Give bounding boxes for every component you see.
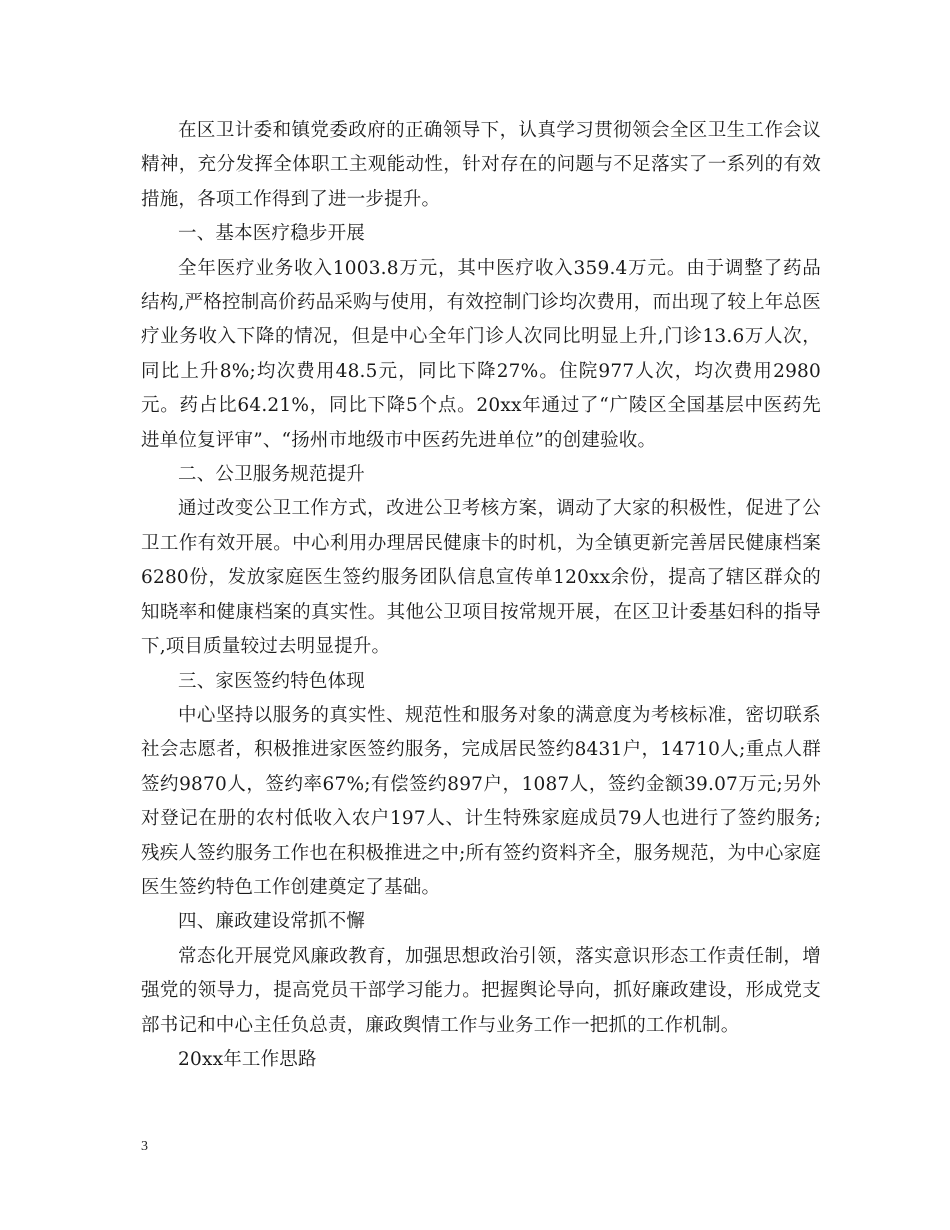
intro-paragraph: 在区卫计委和镇党委政府的正确领导下，认真学习贯彻领会全区卫生工作会议精神，充分发挥全体职工主观能动性，针对存在的问题与不足落实了一系列的有效措施，各项工作得到了进一步提升。	[141, 120, 821, 210]
family-doctor-paragraph: 中心坚持以服务的真实性、规范性和服务对象的满意度为考核标准，密切联系社会志愿者，积极推进家医签约服务，完成居民签约8431户，14710人;重点人群签约9870人，签约率67%;有偿签约897户，1087人，签约金额39.07万元;另外对登记在册的农村低收入农户197人、计生特殊家庭成员79人也进行了签约服务;残疾人签约服务工作也在积极推进之中;所有签约资料齐全，服务规范，为中心家庭医生签约特色工作创建奠定了基础。	[141, 704, 821, 898]
section-heading-public-health: 二、公卫服务规范提升	[178, 464, 366, 486]
document-body	[141, 114, 821, 1077]
section-heading-family-doctor: 三、家医签约特色体现	[178, 670, 366, 692]
public-health-paragraph: 通过改变公卫工作方式，改进公卫考核方案，调动了大家的积极性，促进了公卫工作有效开展。中心利用办理居民健康卡的时机，为全镇更新完善居民健康档案6280份，发放家庭医生签约服务团队信息宣传单120xx余份，提高了辖区群众的知晓率和健康档案的真实性。其他公卫项目按常规开展，在区卫计委基妇科的指导下,项目质量较过去明显提升。	[141, 498, 821, 658]
basic-medical-paragraph: 全年医疗业务收入1003.8万元，其中医疗收入359.4万元。由于调整了药品结构,严格控制高价药品采购与使用，有效控制门诊均次费用，而出现了较上年总医疗业务收入下降的情况，但是中心全年门诊人次同比明显上升,门诊13.6万人次，同比上升8%;均次费用48.5元，同比下降27%。住院977人次，均次费用2980元。药占比64.21%，同比下降5个点。20xx年通过了“广陵区全国基层中医药先进单位复评审”、“扬州市地级市中医药先进单位”的创建验收。	[141, 257, 821, 451]
integrity-paragraph: 常态化开展党风廉政教育，加强思想政治引领，落实意识形态工作责任制，增强党的领导力，提高党员干部学习能力。把握舆论导向，抓好廉政建设，形成党支部书记和中心主任负总责，廉政舆情工作与业务工作一把抓的工作机制。	[141, 945, 821, 1036]
section-heading-work-plan: 20xx年工作思路	[178, 1048, 317, 1070]
section-heading-integrity: 四、廉政建设常抓不懈	[178, 911, 366, 933]
section-heading-basic-medical: 一、基本医疗稳步开展	[178, 223, 366, 245]
page-number: 3	[141, 1139, 148, 1154]
